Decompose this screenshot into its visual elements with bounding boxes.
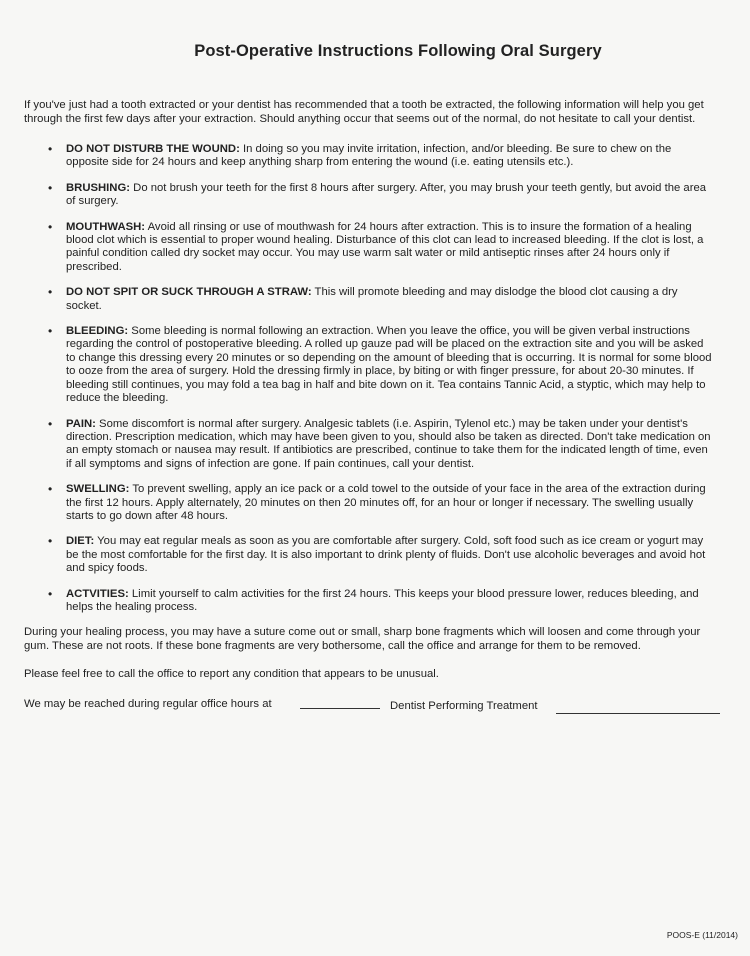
instruction-text: You may eat regular meals as soon as you are comfortable after surgery. Cold, soft food such as ice cream or yogurt may be the most comfortable for the first day. It is also important to drink plenty of fluids. Don't use alcoholic beverages and avoid hot and spicy foods.	[66, 535, 706, 575]
instruction-heading: BLEEDING:	[66, 325, 129, 338]
contact-line	[24, 697, 712, 717]
instruction-heading: MOUTHWASH:	[66, 220, 146, 233]
intro-paragraph: If you've just had a tooth extracted or your dentist has recommended that a tooth be extracted, the following information will help you get through the first few days after your extraction. Should anything occur that seems out of the normal, do not hesitate to call your dentist.	[24, 99, 704, 125]
instruction-item-wound	[24, 143, 712, 170]
instruction-heading: DO NOT DISTURB THE WOUND:	[66, 143, 240, 155]
instruction-text: Some bleeding is normal following an extraction. When you leave the office, you will be given verbal instructions regarding the control of postoperative bleeding. A rolled up gauze pad will be placed on the extraction site and you will be asked to change this dressing every 20 minutes or so depending on the amount of bleeding that is occurring. It is normal for some blood to ooze from the area of surgery. Hold the dressing firmly in place, by biting or with finger pressure, for about 20-30 minutes. If bleeding still continues, you may fold a tea bag in half and bite down on it. Tea contains Tannic Acid, a styptic, which may help to reduce the bleeding.	[66, 325, 712, 405]
instruction-heading: PAIN:	[66, 417, 96, 430]
instruction-item-pain	[24, 418, 712, 472]
instruction-text: In doing so you may invite irritation, infection, and/or bleeding. Be sure to chew on the opposite side for 24 hours and keep anything sharp from entering the wound (i.e. eating utensils etc.).	[66, 143, 672, 169]
instruction-text: This will promote bleeding and may dislodge the blood clot causing a dry socket.	[66, 286, 678, 312]
instruction-text: Some discomfort is normal after surgery. Analgesic tablets (i.e. Aspirin, Tylenol etc.) may be taken under your dentist's direction. Prescription medication, which may have been given to you, should also be taken as directed. Don't take medication on an empty stomach or nausea may result. If antibiotics are prescribed, continue to take them for the indicated length of time, even if all symptoms and signs of infection are gone. If pain continues, call your dentist.	[66, 417, 711, 470]
bullet-icon: •	[48, 219, 53, 234]
instruction-list	[24, 143, 712, 614]
bullet-icon: •	[48, 285, 53, 300]
instruction-heading: BRUSHING:	[66, 181, 131, 194]
dentist-label: Dentist Performing Treatment	[390, 699, 538, 712]
instruction-item-brushing	[24, 182, 712, 209]
instruction-heading: DO NOT SPIT OR SUCK THROUGH A STRAW:	[66, 286, 312, 299]
form-code: POOS-E (11/2014)	[666, 930, 738, 940]
call-office-paragraph: Please feel free to call the office to report any condition that appears to be unusual.	[24, 668, 439, 681]
instruction-item-activities	[24, 588, 712, 615]
healing-paragraph: During your healing process, you may have a suture come out or small, sharp bone fragments which will loosen and come through your gum. These are not roots. If these bone fragments are very bothersome, call the office and arrange for them to be removed.	[24, 626, 701, 652]
bullet-icon: •	[48, 586, 53, 601]
instruction-item-straw	[24, 286, 712, 313]
instruction-item-swelling	[24, 483, 712, 523]
bullet-icon: •	[48, 534, 53, 549]
bullet-icon: •	[48, 180, 53, 195]
bullet-icon: •	[48, 416, 53, 431]
instruction-heading: ACTVITIES:	[66, 587, 129, 600]
instruction-text: Avoid all rinsing or use of mouthwash for 24 hours after extraction. This is to insure the formation of a healing blood clot which is essential to proper wound healing. Disturbance of this clot can lead to increased bleeding. If the clot is lost, a painful condition called dry socket may occur. You may use warm salt water or mild antiseptic rinses after 24 hours only if prescribed.	[66, 220, 704, 273]
bullet-icon: •	[48, 142, 53, 156]
instruction-item-diet	[24, 535, 712, 575]
instruction-heading: DIET:	[66, 535, 95, 548]
bullet-icon: •	[48, 324, 53, 339]
instruction-text: Do not brush your teeth for the first 8 hours after surgery. After, you may brush your teeth gently, but avoid the area of surgery.	[66, 181, 707, 208]
instruction-item-mouthwash	[24, 221, 712, 275]
bullet-icon: •	[48, 482, 53, 497]
instruction-text: Limit yourself to calm activities for the first 24 hours. This keeps your blood pressure lower, reduces bleeding, and helps the healing process.	[66, 587, 699, 613]
instruction-item-bleeding	[24, 325, 712, 405]
instruction-text: To prevent swelling, apply an ice pack or a cold towel to the outside of your face in the area of the extraction during the first 12 hours. Apply alternately, 20 minutes on then 20 minutes off, for an hour or longer if necessary. The swelling usually starts to go down after 48 hours.	[66, 483, 706, 522]
dentist-blank	[556, 713, 720, 714]
document-title: Post-Operative Instructions Following Oral Surgery	[194, 42, 602, 60]
instruction-heading: SWELLING:	[66, 483, 130, 496]
office-hours-blank	[300, 708, 380, 709]
office-hours-label: We may be reached during regular office hours at	[24, 697, 272, 710]
